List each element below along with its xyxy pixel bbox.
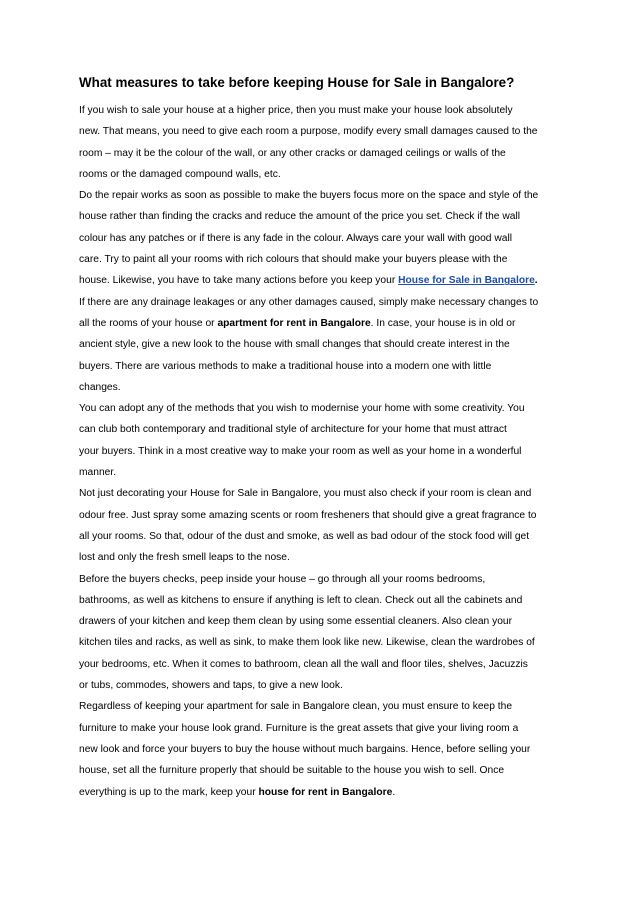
text-line: If you wish to sale your house at a higher price, then you must make your house look absolutely bbox=[79, 105, 513, 116]
text-line-with-bold bbox=[79, 782, 565, 803]
document-page bbox=[79, 74, 565, 803]
text-line: bathrooms, as well as kitchens to ensure if anything is left to clean. Check out all the cabinets and bbox=[79, 594, 523, 606]
bold-phrase: apartment for rent in Bangalore bbox=[217, 317, 371, 329]
paragraph-6 bbox=[79, 569, 565, 697]
text-line: buyers. There are various methods to make a traditional house into a modern one with little bbox=[79, 360, 492, 372]
text-line: If there are any drainage leakages or any other damages caused, simply make necessary changes to bbox=[79, 296, 539, 308]
text-line: can club both contemporary and traditional style of architecture for your home that must attract bbox=[79, 424, 507, 436]
bold-phrase: house for rent in Bangalore bbox=[258, 786, 393, 798]
paragraph-3 bbox=[79, 292, 565, 398]
text-line: changes. bbox=[79, 381, 121, 393]
text-line: your bedrooms, etc. When it comes to bathroom, clean all the wall and floor tiles, shelves, Jacuzzis bbox=[79, 658, 528, 670]
text-line: care. Try to paint all your rooms with rich colours that should make your buyers please with the bbox=[79, 254, 508, 266]
paragraph-7 bbox=[79, 696, 565, 802]
text-segment: . bbox=[534, 275, 538, 287]
page-title: What measures to take before keeping House for Sale in Bangalore? bbox=[79, 75, 515, 90]
text-line: rooms or the damaged compound walls, etc. bbox=[79, 168, 281, 180]
text-line: room – may it be the colour of the wall, or any other cracks or damaged ceilings or walls of the bbox=[79, 147, 506, 159]
text-line-with-link bbox=[79, 270, 565, 291]
text-line: odour free. Just spray some amazing scents or room fresheners that should give a great fragrance to bbox=[79, 509, 537, 521]
text-segment: . bbox=[392, 786, 396, 798]
text-segment: house. Likewise, you have to take many actions before you keep your bbox=[79, 275, 399, 287]
text-line: Do the repair works as soon as possible to make the buyers focus more on the space and style of the bbox=[79, 190, 539, 202]
house-for-sale-link[interactable]: House for Sale in Bangalore bbox=[398, 275, 535, 287]
text-line-with-bold bbox=[79, 313, 565, 334]
text-line: colour has any patches or if there is any fade in the colour. Always care your wall with good wall bbox=[79, 232, 513, 244]
text-line: drawers of your kitchen and keep them clean by using some essential cleaners. Also clean your bbox=[79, 616, 513, 628]
text-line: all your rooms. So that, odour of the dust and smoke, as well as bad odour of the stock food will get bbox=[79, 530, 530, 542]
text-line: your buyers. Think in a most creative way to make your room as well as your home in a wonderful bbox=[79, 445, 522, 457]
paragraph-2 bbox=[79, 185, 565, 291]
text-segment: . In case, your house is in old or bbox=[370, 317, 516, 329]
paragraph-4 bbox=[79, 398, 565, 483]
paragraph-1 bbox=[79, 100, 565, 185]
text-line: Not just decorating your House for Sale in Bangalore, you must also check if your room is clean and bbox=[79, 488, 532, 500]
text-line: You can adopt any of the methods that you wish to modernise your home with some creativity. You bbox=[79, 403, 525, 415]
text-line: new look and force your buyers to buy the house without much bargains. Hence, before selling your bbox=[79, 743, 531, 755]
text-line: furniture to make your house look grand. Furniture is the great assets that give your living room a bbox=[79, 722, 519, 734]
paragraph-5 bbox=[79, 483, 565, 568]
text-line: Before the buyers checks, peep inside your house – go through all your rooms bedrooms, bbox=[79, 573, 486, 585]
text-segment: all the rooms of your house or bbox=[79, 317, 218, 329]
text-line: new. That means, you need to give each room a purpose, modify every small damages caused to the bbox=[79, 126, 538, 138]
text-line: kitchen tiles and racks, as well as sink, to make them look like new. Likewise, clean the wardrobes of bbox=[79, 637, 535, 649]
text-line: Regardless of keeping your apartment for sale in Bangalore clean, you must ensure to keep the bbox=[79, 701, 513, 713]
text-line: lost and only the fresh smell leaps to the nose. bbox=[79, 552, 290, 564]
text-line: or tubs, commodes, showers and taps, to give a new look. bbox=[79, 680, 343, 692]
text-line: house rather than finding the cracks and reduce the amount of the price you set. Check if the wall bbox=[79, 211, 521, 223]
text-segment: everything is up to the mark, keep your bbox=[79, 786, 259, 798]
text-line: manner. bbox=[79, 467, 117, 479]
text-line: house, set all the furniture properly that should be suitable to the house you wish to sell. Once bbox=[79, 765, 505, 777]
text-line: ancient style, give a new look to the house with small changes that should create interest in the bbox=[79, 339, 510, 351]
